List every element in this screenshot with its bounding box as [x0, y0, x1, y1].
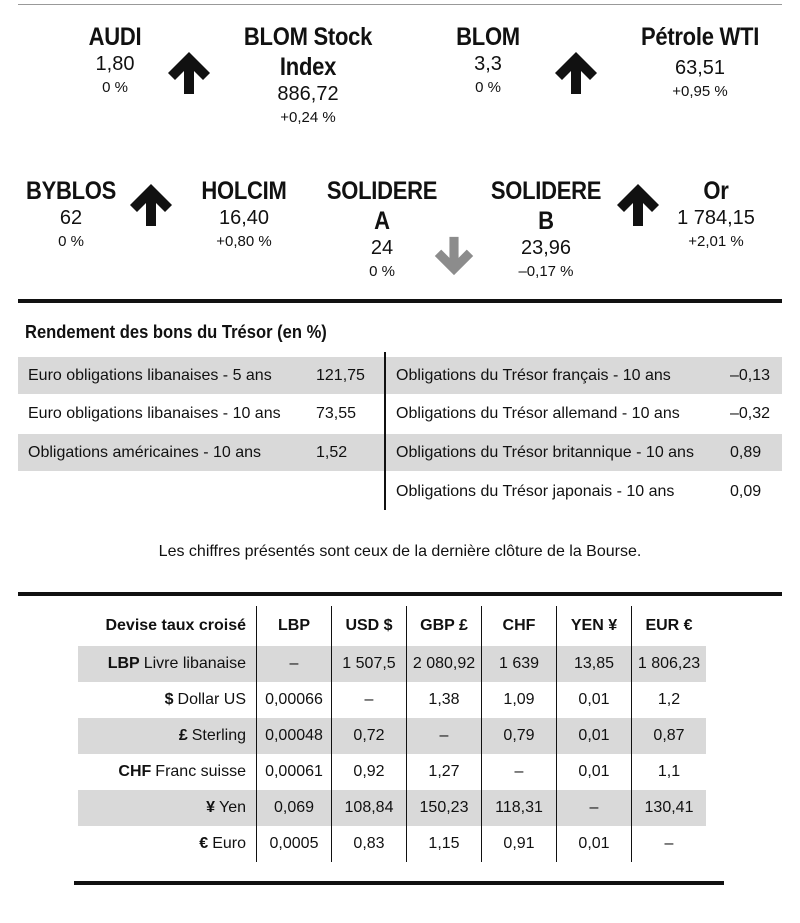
ticker-name: SOLIDERE A — [326, 177, 438, 235]
fx-cell: 0,92 — [332, 754, 407, 790]
ticker-price: 24 — [370, 237, 394, 259]
ticker-change: +0,95 % — [672, 83, 728, 100]
fx-cell: – — [557, 790, 632, 826]
bond-value: 73,55 — [316, 405, 357, 422]
fx-cell: 0,00061 — [257, 754, 332, 790]
ticker-change: –0,17 % — [518, 263, 574, 280]
fx-cell: 0,83 — [332, 826, 407, 862]
ticker-price: 16,40 — [218, 207, 270, 229]
fx-cell: 0,91 — [482, 826, 557, 862]
fx-cell: 0,72 — [332, 718, 407, 754]
fx-cell: – — [332, 682, 407, 718]
ticker-change: +2,01 % — [688, 233, 744, 250]
fx-cell: – — [482, 754, 557, 790]
ticker-name: SOLIDERE B — [490, 177, 602, 235]
bond-row — [18, 395, 384, 432]
fx-cell: 0,79 — [482, 718, 557, 754]
fx-row — [78, 754, 706, 790]
bond-label: Obligations du Trésor allemand - 10 ans — [396, 405, 680, 422]
fx-cell: 0,069 — [257, 790, 332, 826]
ticker-petrole-wti — [612, 22, 788, 103]
fx-symbol: £ — [178, 727, 188, 744]
ticker-change: +0,24 % — [280, 109, 336, 126]
up-arrow-icon — [553, 50, 599, 96]
fx-cell: 0,00048 — [257, 718, 332, 754]
bond-label: Euro obligations libanaises - 5 ans — [28, 367, 272, 384]
fx-cell: – — [257, 646, 332, 682]
fx-cell: 1,27 — [407, 754, 482, 790]
fx-header: LBP — [257, 606, 332, 646]
fx-currency-name: Yen — [219, 799, 246, 816]
fx-cell: 150,23 — [407, 790, 482, 826]
ticker-solidere-a — [316, 176, 448, 283]
fx-cell: 0,01 — [557, 826, 632, 862]
fx-cell: 0,0005 — [257, 826, 332, 862]
fx-currency-name: Livre libanaise — [143, 655, 246, 672]
up-arrow-icon — [166, 50, 212, 96]
fx-cell: 1,2 — [632, 682, 707, 718]
bond-row — [18, 357, 384, 394]
ticker-name: BYBLOS — [25, 177, 117, 205]
bond-row — [386, 357, 782, 394]
ticker-name: Pétrole WTI — [640, 23, 760, 51]
fx-cell: – — [632, 826, 707, 862]
fx-symbol: ¥ — [206, 799, 215, 816]
fx-currency — [78, 682, 257, 718]
up-arrow-icon — [128, 182, 174, 228]
bond-value: 1,52 — [316, 444, 348, 461]
ticker-price: 63,51 — [674, 57, 726, 79]
up-arrow-icon — [615, 182, 661, 228]
bond-value: 0,09 — [730, 483, 762, 500]
fx-cell: 0,87 — [632, 718, 707, 754]
bond-row — [386, 434, 782, 471]
section-rule — [18, 299, 782, 303]
ticker-holcim — [186, 176, 302, 253]
fx-header-row — [78, 606, 706, 646]
fx-header: EUR € — [632, 606, 707, 646]
fx-cell: 1 806,23 — [632, 646, 707, 682]
fx-currency — [78, 826, 257, 862]
bond-label: Obligations américaines - 10 ans — [28, 444, 262, 461]
fx-cell: 1 507,5 — [332, 646, 407, 682]
ticker-blom-stock-index — [218, 22, 398, 129]
fx-row — [78, 826, 706, 862]
closing-note: Les chiffres présentés sont ceux de la dernière clôture de la Bourse. — [158, 543, 642, 560]
fx-currency-name: Franc suisse — [155, 763, 246, 780]
ticker-price: 886,72 — [277, 83, 339, 105]
fx-row — [78, 790, 706, 826]
ticker-change: +0,80 % — [216, 233, 272, 250]
ticker-or — [658, 176, 774, 253]
fx-symbol: € — [199, 835, 209, 852]
bottom-rule — [74, 881, 724, 885]
ticker-name-line1: BLOM Stock — [243, 23, 373, 51]
ticker-name: Or — [703, 177, 729, 205]
fx-symbol: $ — [164, 691, 174, 708]
ticker-name-line2: Index — [279, 53, 337, 81]
ticker-price: 3,3 — [474, 53, 502, 75]
bond-row — [18, 434, 384, 471]
bond-value: –0,13 — [730, 367, 771, 384]
ticker-change: 0 % — [58, 233, 84, 250]
fx-currency — [78, 754, 257, 790]
bonds-title: Rendement des bons du Trésor (en %) — [25, 322, 327, 342]
ticker-change: 0 % — [102, 79, 128, 96]
fx-row — [78, 646, 706, 682]
fx-cell: 0,00066 — [257, 682, 332, 718]
bond-label: Obligations du Trésor britannique - 10 ans — [396, 444, 694, 461]
fx-cell: 1,09 — [482, 682, 557, 718]
top-rule — [18, 4, 782, 5]
bond-label: Obligations du Trésor français - 10 ans — [396, 367, 671, 384]
bond-value: –0,32 — [730, 405, 771, 422]
fx-currency-name: Sterling — [191, 727, 246, 744]
fx-cell: 0,01 — [557, 682, 632, 718]
fx-cell: 1 639 — [482, 646, 557, 682]
ticker-byblos — [14, 176, 128, 253]
bond-label: Obligations du Trésor japonais - 10 ans — [396, 483, 675, 500]
fx-symbol: CHF — [118, 763, 152, 780]
fx-cell: 1,38 — [407, 682, 482, 718]
fx-cell: 118,31 — [482, 790, 557, 826]
down-arrow-icon — [433, 234, 475, 278]
ticker-name: AUDI — [88, 23, 142, 51]
ticker-name: BLOM — [456, 23, 520, 51]
ticker-solidere-b — [480, 176, 612, 283]
fx-cell: 0,01 — [557, 754, 632, 790]
ticker-price: 1 784,15 — [677, 207, 755, 229]
ticker-price: 1,80 — [95, 53, 135, 75]
bond-row — [386, 395, 782, 432]
fx-currency-name: Euro — [212, 835, 246, 852]
ticker-price: 23,96 — [520, 237, 572, 259]
fx-currency-name: Dollar US — [177, 691, 246, 708]
fx-currency — [78, 718, 257, 754]
ticker-change: 0 % — [369, 263, 395, 280]
section-rule — [18, 592, 782, 596]
fx-currency — [78, 646, 257, 682]
fx-header: YEN ¥ — [557, 606, 632, 646]
fx-cell: 2 080,92 — [407, 646, 482, 682]
ticker-blom — [440, 22, 536, 99]
fx-row — [78, 682, 706, 718]
fx-header: GBP £ — [407, 606, 482, 646]
fx-cell: – — [407, 718, 482, 754]
fx-symbol: LBP — [107, 655, 140, 672]
fx-row — [78, 718, 706, 754]
ticker-name: HOLCIM — [201, 177, 287, 205]
fx-cell: 13,85 — [557, 646, 632, 682]
ticker-price: 62 — [59, 207, 83, 229]
fx-cell: 1,1 — [632, 754, 707, 790]
bond-value: 0,89 — [730, 444, 762, 461]
fx-table — [78, 606, 706, 862]
fx-cell: 130,41 — [632, 790, 707, 826]
bond-value: 121,75 — [316, 367, 365, 384]
fx-header: Devise taux croisé — [105, 617, 246, 634]
fx-header: CHF — [482, 606, 557, 646]
fx-cell: 0,01 — [557, 718, 632, 754]
bond-row — [386, 473, 782, 510]
ticker-audi — [70, 22, 160, 99]
ticker-change: 0 % — [475, 79, 501, 96]
fx-header: USD $ — [332, 606, 407, 646]
bond-label: Euro obligations libanaises - 10 ans — [28, 405, 281, 422]
fx-cell: 1,15 — [407, 826, 482, 862]
fx-currency — [78, 790, 257, 826]
fx-cell: 108,84 — [332, 790, 407, 826]
